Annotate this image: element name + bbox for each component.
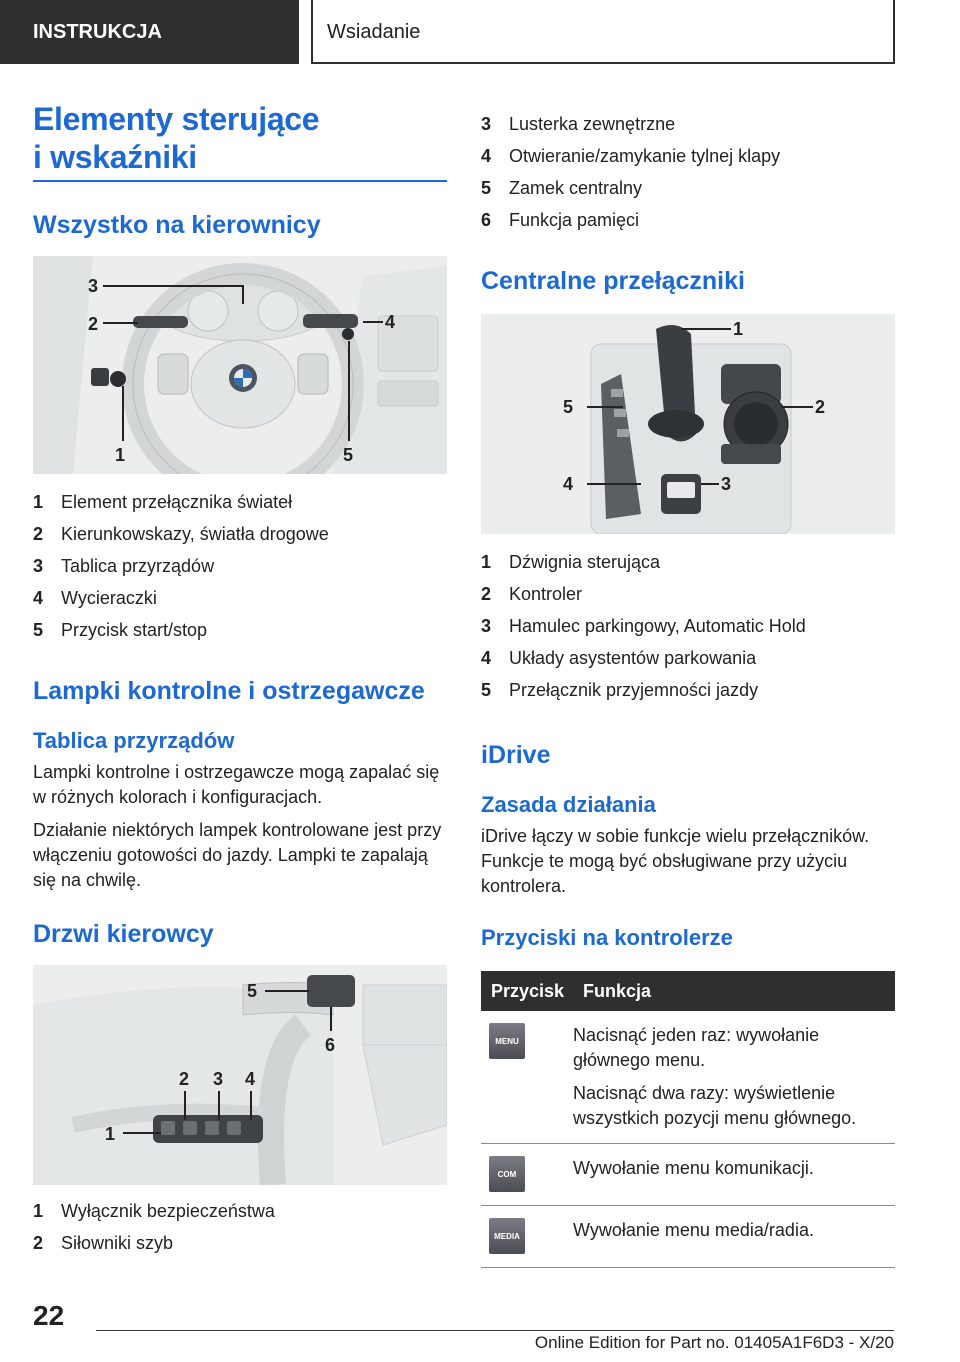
- warning-lamps-para1: Lampki kontrolne i ostrzegawcze mogą zapalać się w różnych kolorach i konfiguracjach.: [33, 762, 440, 807]
- title-divider: [33, 180, 447, 182]
- steering-callout-1: 1: [115, 445, 126, 465]
- page-number: 22: [33, 1300, 65, 1331]
- footer-edition: Online Edition for Part no. 01405A1F6D3 - X/20: [534, 1333, 894, 1352]
- door-callout-4: 4: [245, 1069, 256, 1089]
- com-button-icon: COM: [489, 1156, 525, 1192]
- header-tab-chapter[interactable]: Wsiadanie: [311, 0, 895, 64]
- menu-button-icon: MENU: [489, 1023, 525, 1059]
- center-console-figure: [481, 314, 895, 534]
- door-callout-5: 5: [247, 981, 258, 1001]
- right-column: [481, 108, 895, 1268]
- list-item: 5 Zamek centralny: [481, 178, 643, 198]
- list-item: 5 Przycisk start/stop: [33, 620, 208, 640]
- list-item: 1 Element przełącznika świateł: [33, 492, 293, 512]
- list-item: 3 Lusterka zewnętrzne: [481, 114, 676, 134]
- console-callout-4: 4: [563, 474, 574, 494]
- table-cell-text: Wywołanie menu komunikacji.: [573, 1158, 814, 1178]
- steering-callout-2: 2: [88, 314, 99, 334]
- table-header-button: Przycisk: [481, 971, 573, 1011]
- driver-door-heading: Drzwi kierowcy: [33, 920, 214, 948]
- warning-lamps-heading: Lampki kontrolne i ostrzegawcze: [33, 677, 425, 705]
- table-cell-text: Nacisnąć jeden raz: wywołanie głównego menu.: [573, 1025, 820, 1070]
- list-item: 4 Wycieraczki: [33, 588, 157, 608]
- console-callout-5: 5: [563, 397, 574, 417]
- warning-lamps-para2: Działanie niektórych lampek kontrolowane jest przy włączeniu gotowości do jazdy. Lampki te zapalają się na chwilę.: [33, 820, 442, 890]
- table-cell-text: Wywołanie menu media/radia.: [573, 1220, 814, 1240]
- principle-subheading: Zasada działania: [481, 792, 656, 817]
- console-callout-2: 2: [815, 397, 826, 417]
- list-item: 3 Tablica przyrządów: [33, 556, 215, 576]
- steering-callout-3: 3: [88, 276, 99, 296]
- list-item: 5 Przełącznik przyjemności jazdy: [481, 680, 759, 700]
- table-row: [481, 1011, 895, 1144]
- table-cell-text: Nacisnąć dwa razy: wyświetlenie wszystkich pozycji menu głównego.: [573, 1083, 857, 1128]
- console-callout-3: 3: [721, 474, 732, 494]
- door-callout-6: 6: [325, 1035, 336, 1055]
- center-console-heading: Centralne przełączniki: [481, 267, 745, 295]
- list-item: 2 Siłowniki szyb: [33, 1233, 174, 1253]
- table-row: [481, 1144, 895, 1206]
- driver-door-legend: [33, 1195, 447, 1259]
- idrive-para: iDrive łączy w sobie funkcje wielu przełączników. Funkcje te mogą być obsługiwane przy użyciu kontrolera.: [481, 826, 870, 896]
- list-item: 3 Hamulec parkingowy, Automatic Hold: [481, 616, 806, 636]
- list-item: 6 Funkcja pamięci: [481, 210, 640, 230]
- media-button-icon: MEDIA: [489, 1218, 525, 1254]
- door-callout-1: 1: [105, 1124, 116, 1144]
- header-tab-manual[interactable]: INSTRUKCJA: [0, 0, 299, 64]
- steering-wheel-figure: [33, 256, 447, 474]
- steering-heading: Wszystko na kierownicy: [33, 211, 321, 239]
- list-item: 2 Kierunkowskazy, światła drogowe: [33, 524, 329, 544]
- console-callout-1: 1: [733, 319, 744, 339]
- page-title: Elementy sterujące i wskaźniki: [33, 101, 320, 175]
- steering-legend: [33, 486, 447, 646]
- list-item: 1 Dźwignia sterująca: [481, 552, 661, 572]
- list-item: 4 Otwieranie/zamykanie tylnej klapy: [481, 146, 781, 166]
- door-callout-2: 2: [179, 1069, 190, 1089]
- controller-buttons-table: [481, 971, 895, 1268]
- list-item: 2 Kontroler: [481, 584, 583, 604]
- left-column: [33, 100, 447, 1259]
- idrive-heading: iDrive: [481, 741, 551, 769]
- driver-door-figure: [33, 965, 447, 1185]
- footer-divider: [96, 1330, 894, 1331]
- list-item: 4 Układy asystentów parkowania: [481, 648, 757, 668]
- list-item: 1 Wyłącznik bezpieczeństwa: [33, 1201, 275, 1221]
- door-callout-3: 3: [213, 1069, 224, 1089]
- center-console-legend: [481, 546, 895, 706]
- instrument-cluster-subheading: Tablica przyrządów: [33, 728, 235, 753]
- steering-callout-4: 4: [385, 312, 396, 332]
- steering-callout-5: 5: [343, 445, 354, 465]
- table-header-function: Funkcja: [573, 971, 895, 1011]
- table-row: [481, 1206, 895, 1268]
- driver-door-legend-cont: [481, 108, 895, 236]
- controller-buttons-subheading: Przyciski na kontrolerze: [481, 925, 733, 950]
